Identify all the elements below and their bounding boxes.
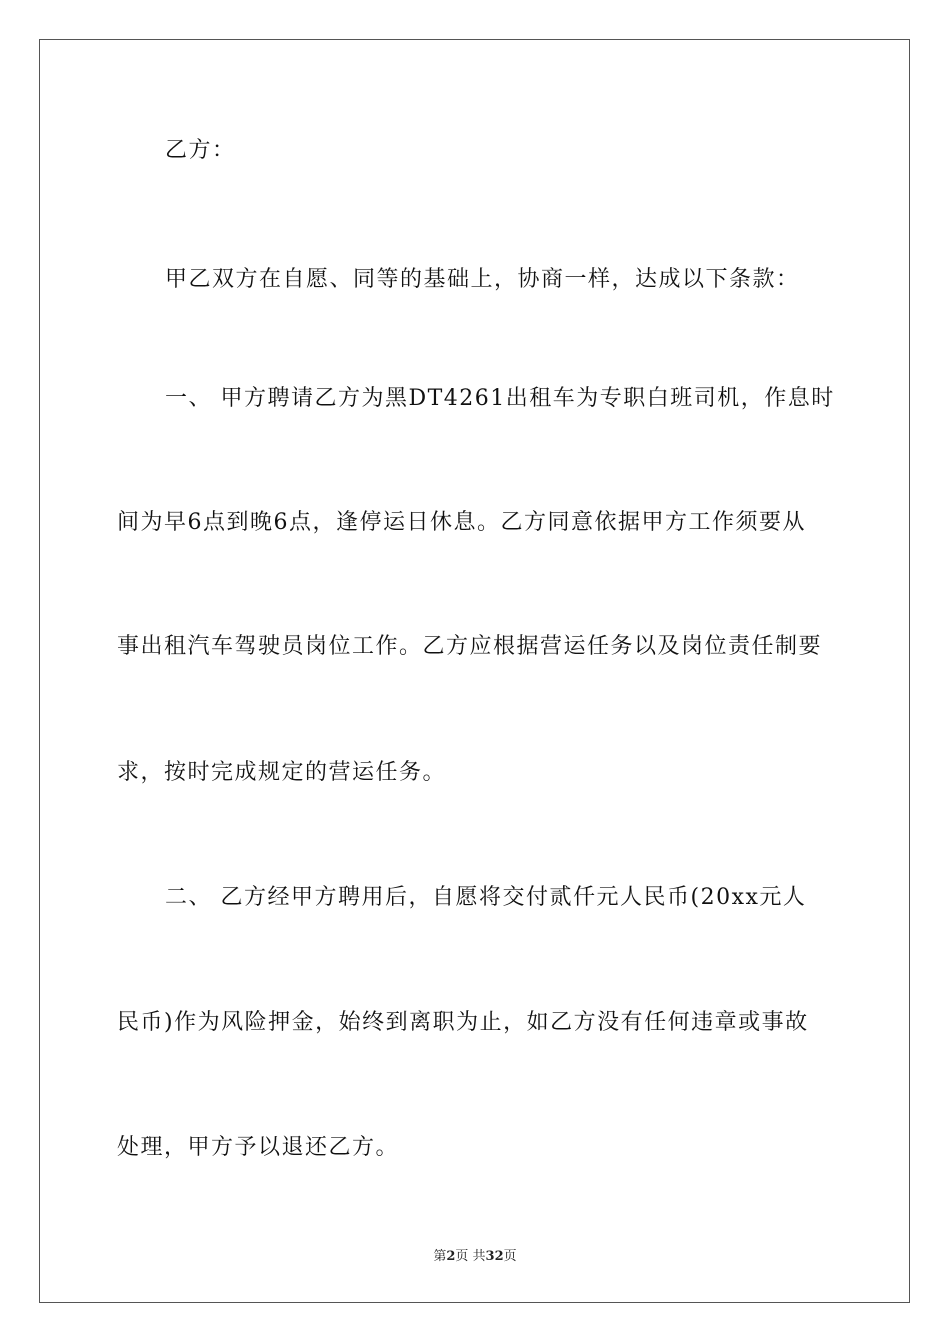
page-mid: 页 共	[455, 1249, 486, 1264]
clause-1-line-4: 求，按时完成规定的营运任务。	[117, 760, 447, 785]
clause-1-line-3: 事出租汽车驾驶员岗位工作。乙方应根据营运任务以及岗位责任制要	[117, 634, 823, 659]
clause-1-line-1: 一、 甲方聘请乙方为黑DT4261出租车为专职白班司机，作息时	[165, 386, 835, 411]
page-suffix: 页	[503, 1249, 517, 1264]
clause-2-line-1: 二、 乙方经甲方聘用后，自愿将交付贰仟元人民币(20xx元人	[165, 885, 807, 910]
clause-1-line-2: 间为早6点到晚6点，逢停运日休息。乙方同意依据甲方工作须要从	[117, 510, 806, 535]
page-footer	[0, 1248, 950, 1266]
clause-2-line-2: 民币)作为风险押金，始终到离职为止，如乙方没有任何违章或事故	[117, 1010, 809, 1035]
current-page-number: 2	[446, 1249, 456, 1264]
page-prefix: 第	[433, 1249, 447, 1264]
party-b-label: 乙方：	[165, 138, 236, 163]
total-page-number: 32	[485, 1249, 504, 1264]
clause-2-line-3: 处理，甲方予以退还乙方。	[117, 1135, 400, 1160]
page-frame	[39, 39, 910, 1303]
intro-paragraph: 甲乙双方在自愿、同等的基础上，协商一样，达成以下条款：	[165, 267, 800, 292]
